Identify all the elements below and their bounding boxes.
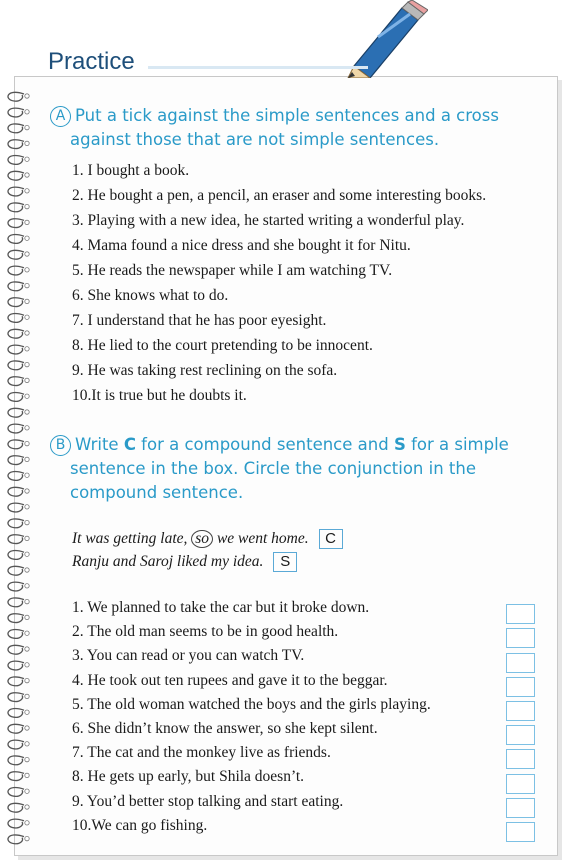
list-item: 1. I bought a book. [72,162,190,179]
compound-letter: C [123,435,136,454]
section-b-instruction: B Write C for a compound sentence and S for a simple sentence in the box. Circle the conjunction in the compound sentence. [50,433,509,505]
answer-box[interactable] [506,774,535,794]
example-answer-box: S [273,552,297,572]
spiral-binding [0,84,40,854]
section-a-badge: A [50,106,71,127]
title-underline [148,66,368,69]
example-2: Ranju and Saroj liked my idea. S [72,551,297,573]
page-title: Practice [48,48,135,75]
list-item: 6. She knows what to do. [72,287,229,304]
answer-box[interactable] [506,725,535,745]
list-item: 2. He bought a pen, a pencil, an eraser and some interesting books. [72,187,487,204]
answer-box[interactable] [506,628,535,648]
list-item: 7. I understand that he has poor eyesight. [72,312,327,329]
answer-box[interactable] [506,798,535,818]
list-item: 9. He was taking rest reclining on the sofa. [72,362,338,379]
example-1: It was getting late, so we went home. C [72,528,343,550]
simple-letter: S [393,435,406,454]
list-item: 5. The old woman watched the boys and the girls playing. [72,695,431,713]
list-item: 10.It is true but he doubts it. [72,387,247,404]
list-item: 5. He reads the newspaper while I am watching TV. [72,262,393,279]
list-item: 8. He lied to the court pretending to be innocent. [72,337,373,354]
list-item: 4. Mama found a nice dress and she bought it for Nitu. [72,237,411,254]
section-b-line2: sentence in the box. Circle the conjunction in the [70,459,476,478]
example-answer-box: C [319,529,343,549]
section-b-line3: compound sentence. [70,483,244,502]
list-item: 1. We planned to take the car but it broke down. [72,599,370,616]
answer-box[interactable] [506,749,535,769]
answer-box[interactable] [506,822,535,842]
list-item: 7. The cat and the monkey live as friends. [72,744,331,762]
section-b-list [72,596,431,838]
list-item: 10.We can go fishing. [72,816,208,834]
answer-box[interactable] [506,701,535,721]
list-item: 2. The old man seems to be in good health. [72,623,339,641]
section-a-list [72,158,486,408]
list-item: 8. He gets up early, but Shila doesn’t. [72,768,305,786]
list-item: 4. He took out ten rupees and gave it to the beggar. [72,671,388,689]
answer-box[interactable] [506,604,535,624]
list-item: 6. She didn’t know the answer, so she kept silent. [72,719,378,737]
section-a-line1: Put a tick against the simple sentences and a cross [75,106,499,125]
circled-conjunction: so [191,530,213,548]
section-a-line2: against those that are not simple sentences. [70,130,440,149]
list-item: 3. You can read or you can watch TV. [72,647,305,665]
section-b-badge: B [50,435,71,456]
section-a-instruction [50,104,499,152]
list-item: 3. Playing with a new idea, he started writing a wonderful play. [72,212,465,229]
answer-box[interactable] [506,653,535,673]
list-item: 9. You’d better stop talking and start eating. [72,792,344,810]
answer-box[interactable] [506,677,535,697]
